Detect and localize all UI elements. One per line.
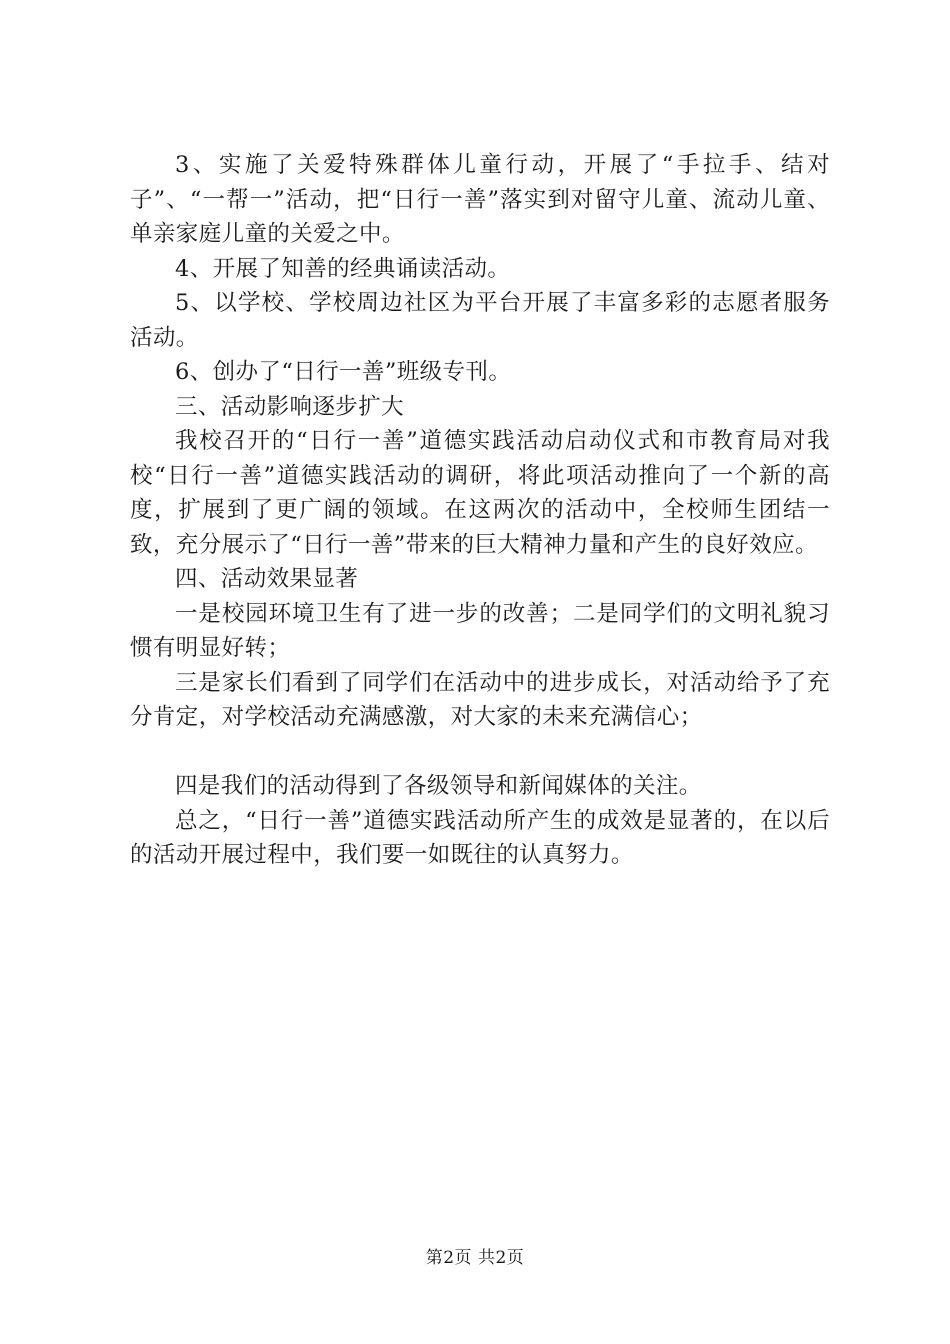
section-heading-4: 四、活动效果显著 [175,566,359,592]
paragraph-item-4: 4、开展了知善的经典诵读活动。 [175,255,511,282]
paragraph-item-3: 3、实施了关爱特殊群体儿童行动，开展了“手拉手、结对子”、“一帮一”活动，把“日行一善”落实到对留守儿童、流动儿童、单亲家庭儿童的关爱之中。 [130,152,830,247]
paragraph-item-5: 5、以学校、学校周边社区为平台开展了丰富多彩的志愿者服务活动。 [130,290,830,351]
paragraph-effect-3: 三是家长们看到了同学们在活动中的进步成长，对活动给予了充分肯定，对学校活动充满感激，对大家的未来充满信心； [130,669,830,730]
document-body [130,148,830,873]
paragraph-conclusion: 总之，“日行一善”道德实践活动所产生的成效是显著的，在以后的活动开展过程中，我们要一如既往的认真努力。 [130,807,830,868]
page-number-footer: 第2页 共2页 [425,1248,525,1268]
paragraph-item-6: 6、创办了“日行一善”班级专刊。 [175,359,512,385]
paragraph-effect-1-2: 一是校园环境卫生有了进一步的改善；二是同学们的文明礼貌习惯有明显好转； [130,600,830,661]
paragraph-influence: 我校召开的“日行一善”道德实践活动启动仪式和市教育局对我校“日行一善”道德实践活动的调研，将此项活动推向了一个新的高度，扩展到了更广阔的领域。在这两次的活动中，全校师生团结一致，充分展示了“日行一善”带来的巨大精神力量和产生的良好效应。 [130,428,830,558]
paragraph-effect-4: 四是我们的活动得到了各级领导和新闻媒体的关注。 [175,773,702,799]
section-heading-3: 三、活动影响逐步扩大 [175,393,405,420]
